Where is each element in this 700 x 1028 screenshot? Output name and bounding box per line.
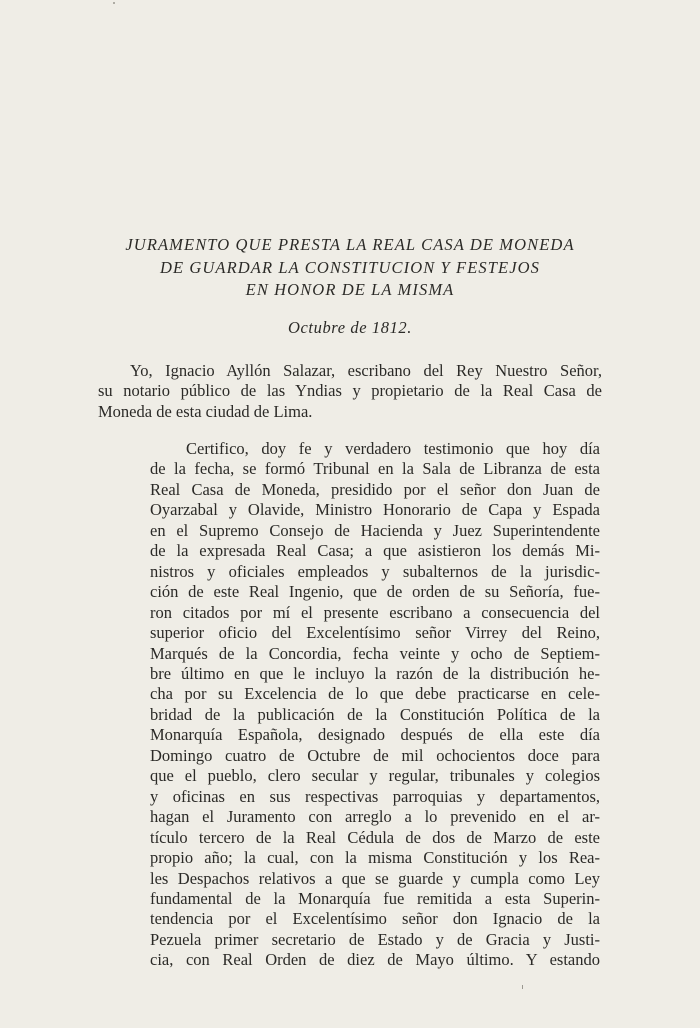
text-line: Oyarzabal y Olavide, Ministro Honorario de Capa y Espada xyxy=(150,500,600,520)
paper-speck xyxy=(522,985,523,989)
paper-speck xyxy=(113,2,115,4)
text-line: que el pueblo, clero secular y regular, tribunales y colegios xyxy=(150,766,600,786)
text-line: Marqués de la Concordia, fecha veinte y ocho de Septiem- xyxy=(150,643,600,663)
text-line: ción de este Real Ingenio, que de orden de su Señoría, fue- xyxy=(150,582,600,602)
text-line: su notario público de las Yndias y propietario de la Real Casa de xyxy=(98,381,602,401)
document-date: Octubre de 1812. xyxy=(287,318,412,337)
intro-paragraph xyxy=(98,361,602,422)
text-line: hagan el Juramento con arreglo a lo prevenido en el ar- xyxy=(150,807,600,827)
text-line: cha por su Excelencia de lo que debe practicarse en cele- xyxy=(150,684,600,704)
text-line: propio año; la cual, con la misma Constitución y los Rea- xyxy=(150,848,600,868)
text-line: cia, con Real Orden de diez de Mayo último. Y estando xyxy=(150,950,600,970)
text-line: les Despachos relativos a que se guarde y cumpla como Ley xyxy=(150,868,600,888)
text-line: de la expresada Real Casa; a que asistieron los demás Mi- xyxy=(150,541,600,561)
text-line: de la fecha, se formó Tribunal en la Sala de Libranza de esta xyxy=(150,459,600,479)
body-paragraph xyxy=(150,439,600,971)
text-line: ron citados por mí el presente escribano a consecuencia del xyxy=(150,602,600,622)
text-line: bridad de la publicación de la Constitución Política de la xyxy=(150,704,600,724)
title-line: DE GUARDAR LA CONSTITUCION Y FESTEJOS xyxy=(159,257,541,277)
text-line: Certifico, doy fe y verdadero testimonio que hoy día xyxy=(186,439,600,458)
text-line: Pezuela primer secretario de Estado y de Gracia y Justi- xyxy=(150,929,600,949)
text-line: Real Casa de Moneda, presidido por el señor don Juan de xyxy=(150,479,600,499)
document-title xyxy=(100,234,600,302)
text-line: en el Supremo Consejo de Hacienda y Juez Superintendente xyxy=(150,520,600,540)
text-line: Monarquía Española, designado después de ella este día xyxy=(150,725,600,745)
text-line: y oficinas en sus respectivas parroquias y departamentos, xyxy=(150,786,600,806)
text-line: tículo tercero de la Real Cédula de dos de Marzo de este xyxy=(150,827,600,847)
title-line: EN HONOR DE LA MISMA xyxy=(245,280,455,299)
text-line: Domingo cuatro de Octubre de mil ochocientos doce para xyxy=(150,745,600,765)
text-line: nistros y oficiales empleados y subalternos de la jurisdic- xyxy=(150,561,600,581)
text-line: Yo, Ignacio Ayllón Salazar, escribano del Rey Nuestro Señor, xyxy=(130,361,602,380)
text-line: superior oficio del Excelentísimo señor Virrey del Reino, xyxy=(150,623,600,643)
text-line: tendencia por el Excelentísimo señor don Ignacio de la xyxy=(150,909,600,929)
text-line: bre último en que le incluyo la razón de la distribución he- xyxy=(150,663,600,683)
text-line: fundamental de la Monarquía fue remitida a esta Superin- xyxy=(150,888,600,908)
text-line: Moneda de esta ciudad de Lima. xyxy=(98,401,313,421)
title-line: JURAMENTO QUE PRESTA LA REAL CASA DE MONEDA xyxy=(125,235,575,254)
